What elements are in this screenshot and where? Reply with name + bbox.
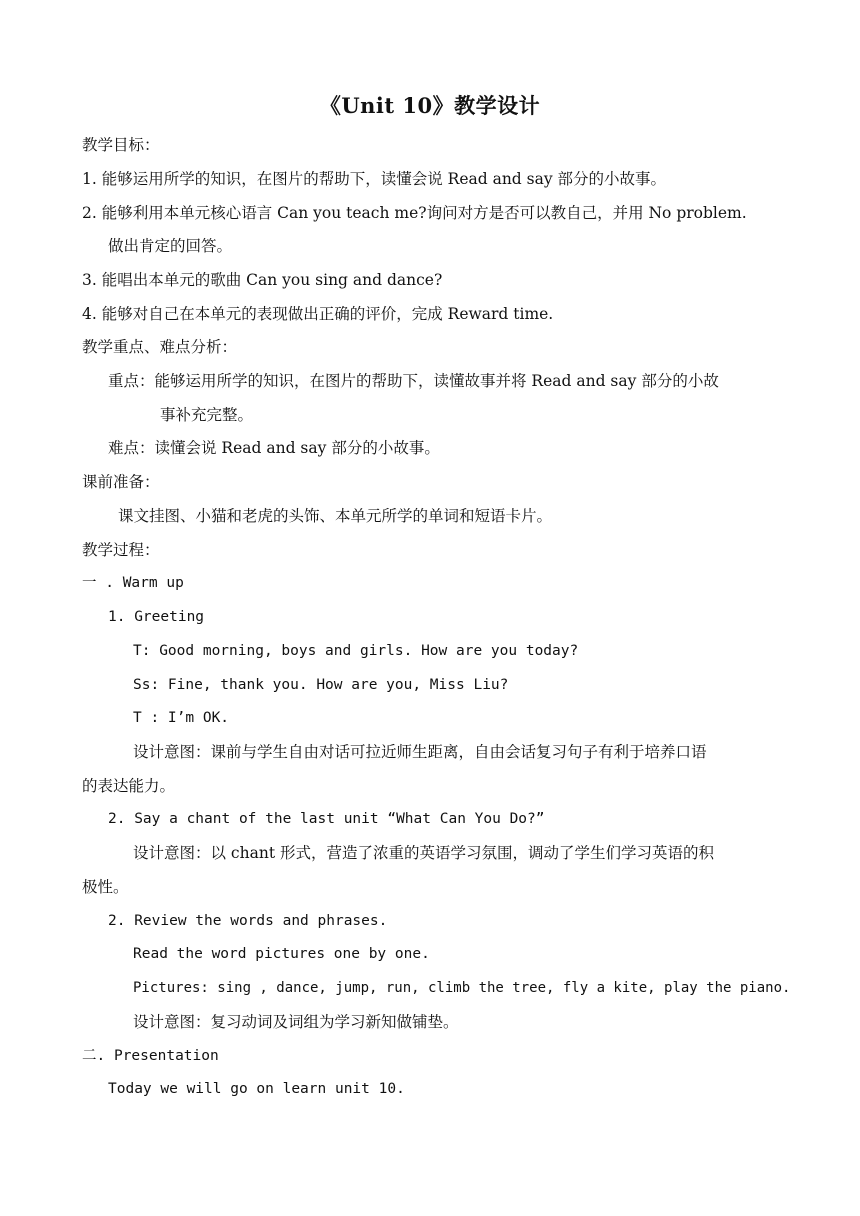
dialogue-line: Ss: Fine, thank you. How are you, Miss Liu? [133,677,509,693]
section-heading-process: 教学过程： [82,541,160,559]
design-intent-text-continued: 的表达能力。 [82,777,176,795]
objective-item-2: 2. 能够利用本单元核心语言 Can you teach me?询问对方是否可以教自己，并用 No problem. [82,204,747,222]
design-intent-text: 设计意图：课前与学生自由对话可拉近师生距离，自由会话复习句子有利于培养口语 [133,743,707,761]
objective-item-3: 3. 能唱出本单元的歌曲 Can you sing and dance? [82,271,443,289]
dialogue-line: T : I’m OK. [133,710,230,726]
objective-item-1: 1. 能够运用所学的知识，在图片的帮助下，读懂会说 Read and say 部分的小故事。 [82,170,667,188]
dialogue-line: T: Good morning, boys and girls. How are you today? [133,643,579,659]
design-intent-text: 设计意图：以 chant 形式，营造了浓重的英语学习氛围，调动了学生们学习英语的积 [133,844,714,862]
key-point: 重点：能够运用所学的知识，在图片的帮助下，读懂故事并将 Read and say 部分的小故 [108,372,719,390]
step-one-heading: 一 . Warm up [82,575,184,591]
design-intent-text: 设计意图：复习动词及词组为学习新知做铺垫。 [133,1013,459,1031]
presentation-text: Today we will go on learn unit 10. [108,1081,405,1097]
key-point-continued: 事补充完整。 [160,406,254,424]
pictures-list: Pictures: sing , dance, jump, run, climb the tree, fly a kite, play the piano. [133,980,791,996]
step-two-heading: 二. Presentation [82,1048,219,1064]
design-intent-text-continued: 极性。 [82,878,129,896]
review-instruction: Read the word pictures one by one. [133,946,430,962]
objective-item-4: 4. 能够对自己在本单元的表现做出正确的评价，完成 Reward time. [82,305,554,323]
difficult-point: 难点：读懂会说 Read and say 部分的小故事。 [108,439,440,457]
objective-item-2-continued: 做出肯定的回答。 [108,237,233,255]
section-heading-key-points: 教学重点、难点分析： [82,338,238,356]
chant-heading: 2. Say a chant of the last unit “What Can You Do?” [108,811,545,827]
greeting-heading: 1. Greeting [108,609,205,625]
review-heading: 2. Review the words and phrases. [108,913,388,929]
section-heading-preparation: 课前准备： [82,473,160,491]
preparation-text: 课文挂图、小猫和老虎的头饰、本单元所学的单词和短语卡片。 [118,507,553,525]
document-title: 《Unit 10》教学设计 [319,93,541,118]
section-heading-objectives: 教学目标： [82,136,160,154]
